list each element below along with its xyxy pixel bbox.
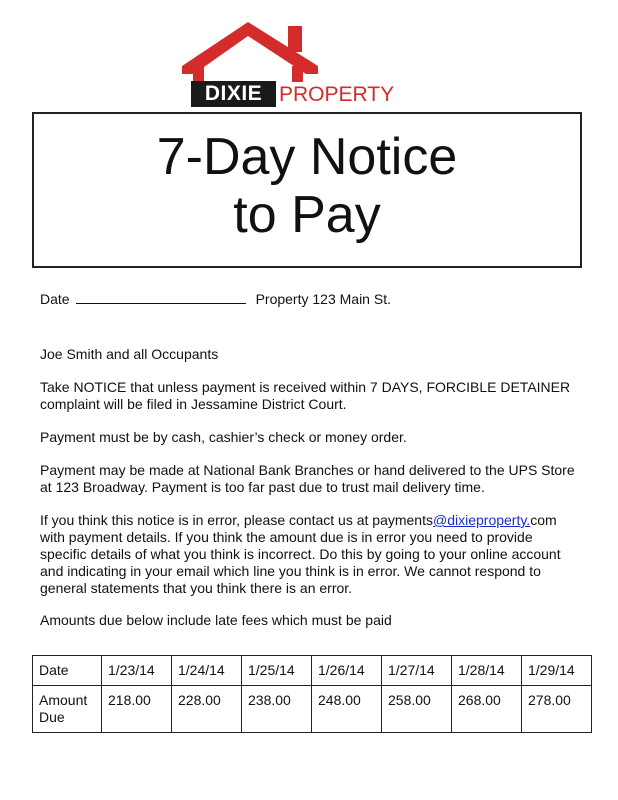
table-row-amounts: [33, 686, 592, 733]
amounts-table: [32, 655, 592, 733]
table-header-date: Date: [33, 656, 102, 686]
table-cell-amount: 218.00: [102, 686, 172, 733]
table-cell-amount: 258.00: [382, 686, 452, 733]
payment-location-paragraph: Payment may be made at National Bank Branches or hand delivered to the UPS Store at 123 Broadway. Payment is too far past due to trust mail delivery time.: [40, 462, 575, 495]
date-label: Date: [40, 291, 70, 307]
email-tail: com: [530, 512, 557, 528]
table-cell-date: 1/27/14: [382, 656, 452, 686]
table-cell-date: 1/25/14: [242, 656, 312, 686]
table-cell-date: 1/28/14: [452, 656, 522, 686]
error-paragraph: [40, 512, 580, 597]
table-cell-amount: 228.00: [172, 686, 242, 733]
table-header-amount-due: Amount Due: [33, 686, 102, 733]
table-cell-date: 1/29/14: [522, 656, 592, 686]
error-intro: If you think this notice is in error, please contact us at payments: [40, 512, 433, 528]
title-box: [32, 112, 582, 268]
table-cell-amount: 248.00: [312, 686, 382, 733]
error-rest: with payment details. If you think the amount due is in error you need to provide specific details of what you think is incorrect. Do this by going to your online account and indicating in your email which line you think is in error. We cannot respond to general statements that you think there is an error.: [40, 529, 561, 596]
table-cell-amount: 238.00: [242, 686, 312, 733]
amounts-intro: Amounts due below include late fees which must be paid: [40, 612, 392, 628]
table-cell-amount: 278.00: [522, 686, 592, 733]
payment-method-paragraph: Payment must be by cash, cashier’s check or money order.: [40, 429, 407, 445]
recipient: Joe Smith and all Occupants: [40, 346, 219, 362]
property-label: Property 123 Main St.: [255, 291, 391, 307]
title-line-1: 7-Day Notice: [156, 128, 458, 186]
logo: [180, 20, 400, 106]
table-cell-amount: 268.00: [452, 686, 522, 733]
logo-property: PROPERTY: [279, 83, 395, 106]
title-line-2: to Pay: [233, 186, 381, 244]
logo-dixie: DIXIE: [191, 81, 276, 107]
date-property-line: [40, 291, 580, 308]
table-row-dates: [33, 656, 592, 686]
email-link[interactable]: @dixieproperty.: [432, 512, 531, 528]
date-blank: [76, 291, 246, 304]
table-cell-date: 1/23/14: [102, 656, 172, 686]
notice-paragraph: Take NOTICE that unless payment is received within 7 DAYS, FORCIBLE DETAINER complaint will be filed in Jessamine District Court.: [40, 379, 571, 412]
table-cell-date: 1/26/14: [312, 656, 382, 686]
table-cell-date: 1/24/14: [172, 656, 242, 686]
